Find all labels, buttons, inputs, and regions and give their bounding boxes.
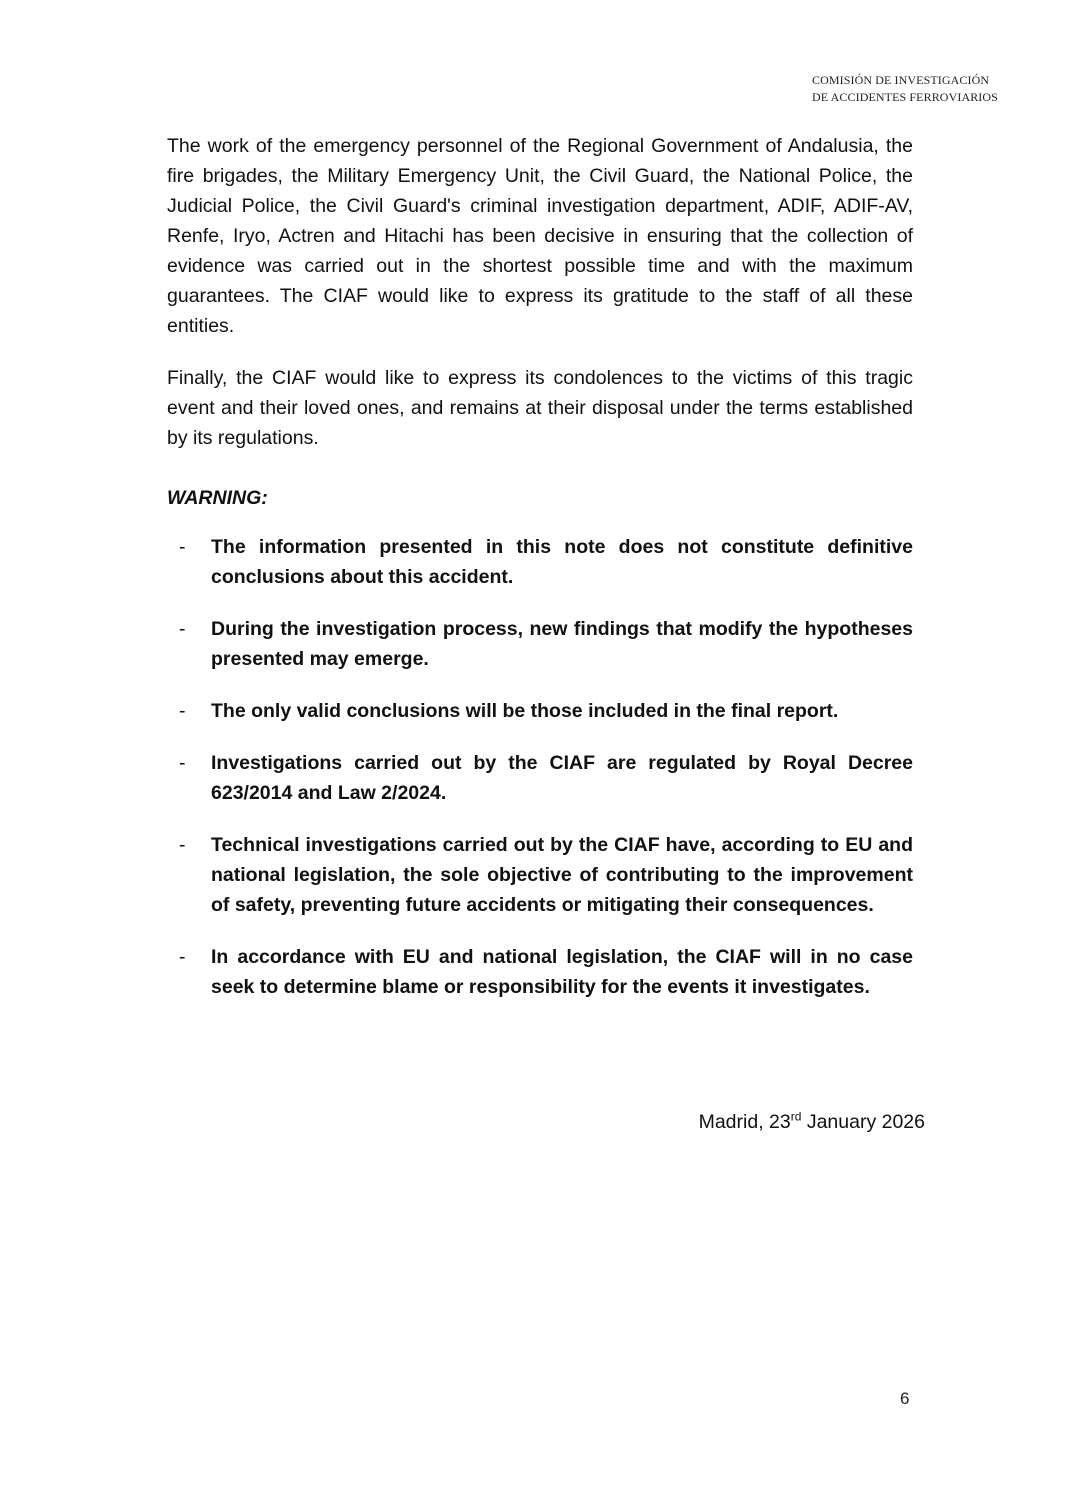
bullet-dash: - [179,618,186,640]
warning-item-text: Technical investigations carried out by the CIAF have, according to EU and national legislation, the sole objective of contributing to the improvement of safety, preventing future accidents or mitigating their consequences. [211,834,913,916]
bullet-dash: - [179,536,186,558]
page-number: 6 [900,1389,910,1408]
bullet-dash: - [179,946,186,968]
warning-item [167,942,913,1002]
header-line-2: DE ACCIDENTES FERROVIARIOS [812,90,998,104]
bullet-dash: - [179,834,186,856]
warning-item [167,748,913,808]
signoff-ordinal: rd [790,1109,802,1124]
document-header [812,72,1042,106]
warning-item-text: Investigations carried out by the CIAF are regulated by Royal Decree 623/2014 and Law 2/2024. [211,752,913,804]
document-body [167,131,913,1024]
place-date-signoff [699,1107,925,1137]
warning-item-text: In accordance with EU and national legislation, the CIAF will in no case seek to determine blame or responsibility for the events it investigates. [211,946,913,998]
warning-item [167,830,913,920]
signoff-month-year: January 2026 [801,1111,925,1133]
warning-item-text: The information presented in this note does not constitute definitive conclusions about this accident. [211,536,913,588]
paragraph-acknowledgements: The work of the emergency personnel of the Regional Government of Andalusia, the fire brigades, the Military Emergency Unit, the Civil Guard, the National Police, the Judicial Police, the Civil Guard's criminal investigation department, ADIF, ADIF-AV, Renfe, Iryo, Actren and Hitachi has been decisive in ensuring that the collection of evidence was carried out in the shortest possible time and with the maximum guarantees. The CIAF would like to express its gratitude to the staff of all these entities. [167,135,913,337]
bullet-dash: - [179,700,186,722]
warning-item [167,532,913,592]
header-line-1: COMISIÓN DE INVESTIGACIÓN [812,73,990,87]
bullet-dash: - [179,752,186,774]
paragraph-condolences: Finally, the CIAF would like to express its condolences to the victims of this tragic event and their loved ones, and remains at their disposal under the terms established by its regulations. [167,367,913,449]
signoff-place-day: Madrid, 23 [698,1111,791,1133]
warning-item-text: During the investigation process, new findings that modify the hypotheses presented may emerge. [211,618,913,670]
warning-title: WARNING: [167,487,268,509]
warning-list [167,532,913,1002]
warning-item-text: The only valid conclusions will be those included in the final report. [211,700,839,722]
warning-item [167,696,913,726]
warning-item [167,614,913,674]
